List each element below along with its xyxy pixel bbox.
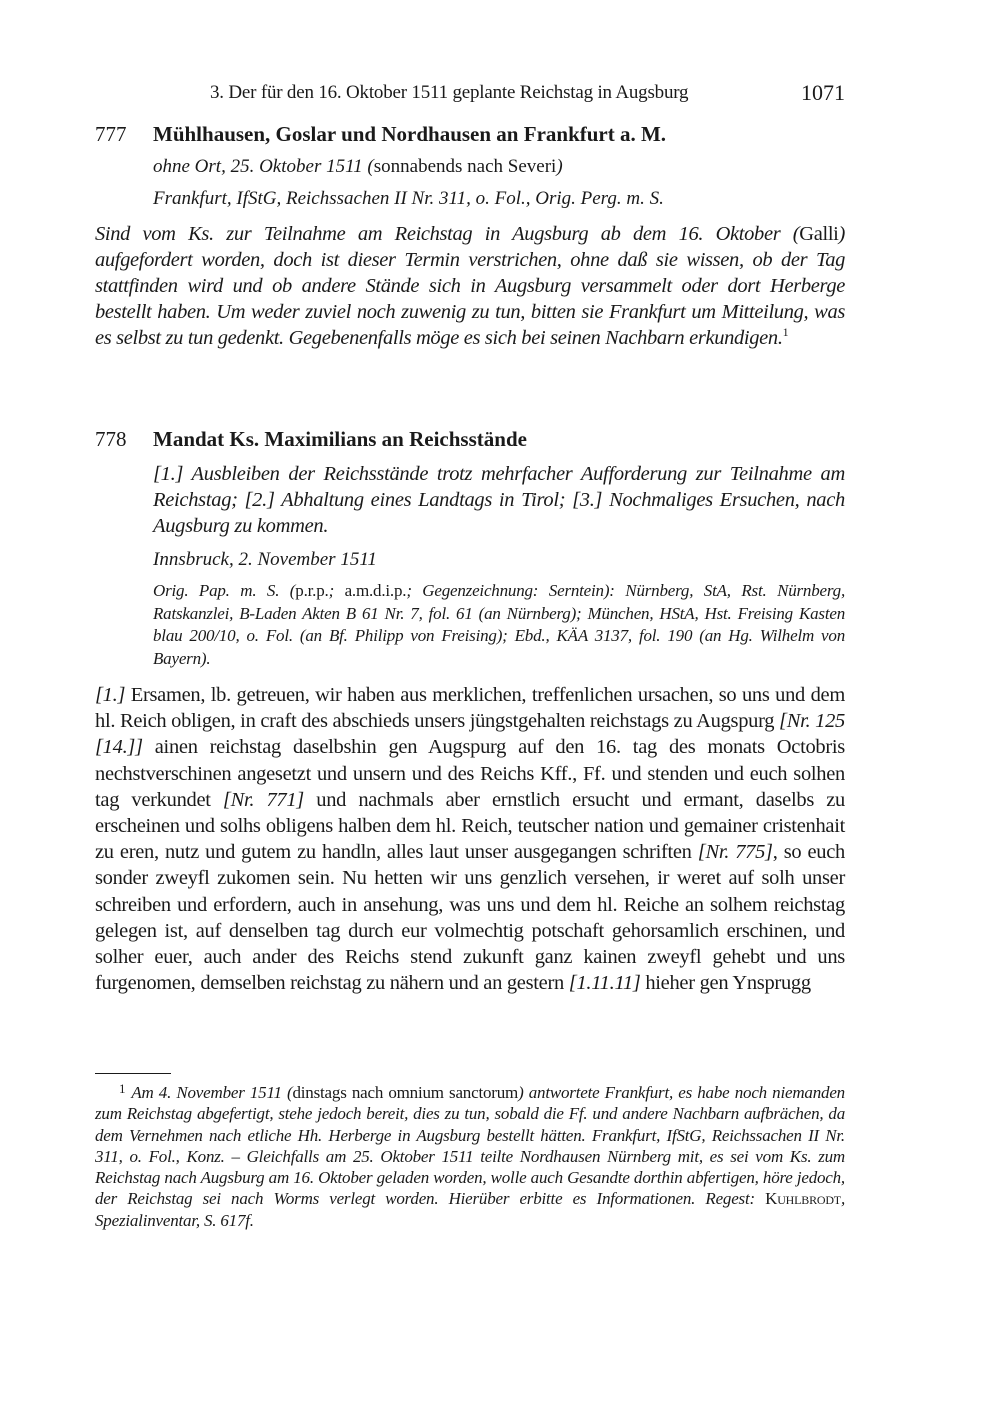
footnote-1: $^1$ Am 4. November 1511 (dinstags nach omnium sanctorum) antwortete Frankfurt, es habe noch niemanden zum Reichstag abgefertigt, stehe jedoch bereit, dies zu tun, sobald die Ff. und andere Nachbarn aufbrächen, da dem Vernehmen nach etliche Hh. Herberge in Augsburg bestellt hätten. Frankfurt, IfStG, Reichssachen II Nr. 311, o. Fol., Konz. – Gleichfalls am 25. Oktober 1511 teilte Nordhausen Nürnberg mit, es sei vom Ks. zum Reichstag nach Augsburg am 16. Oktober geladen worden, wolle auch Gesandte dorthin abfertigen, höre jedoch, der Reichstag sei nach Worms verlegt worden. Hierüber erbitte es Informationen. Regest: Kuhlbrodt, Spezialinventar, S. 617f. <box>95 1081 845 1230</box>
doc-777-source: Frankfurt, IfStG, Reichssachen II Nr. 311, o. Fol., Orig. Perg. m. S. <box>153 188 664 209</box>
footnote-mark: 1 <box>119 1081 126 1096</box>
page-number: 1071 <box>801 80 845 105</box>
author-name: Kuhlbrodt <box>765 1189 841 1209</box>
doc-title: Mandat Ks. Maximilians an Reichsstände <box>153 427 527 451</box>
running-head <box>95 80 845 106</box>
cross-reference[interactable]: [Nr. 771] <box>222 788 304 811</box>
doc-777-date: ohne Ort, 25. Oktober 1511 (sonnabends nach Severi) <box>153 156 563 177</box>
footnote-divider <box>95 1073 171 1074</box>
date-reference: [1.11.11] <box>568 972 641 995</box>
doc-number: 777 <box>95 122 127 146</box>
doc-number: 778 <box>95 427 127 451</box>
footnote-reference[interactable]: 1 <box>782 325 789 339</box>
doc-778-sources: Orig. Pap. m. S. (p.r.p.; a.m.d.i.p.; Gegenzeichnung: Serntein): Nürnberg, StA, Rst. Nürnberg, Ratskanzlei, B-Laden Akten B 61 Nr. 7, fol. 61 (an Nürnberg); München, HStA, Hst. Freising Kasten blau 200/10, o. Fol. (an Bf. Philipp von Freising); Ebd., KÄA 3137, fol. 190 (an Hg. Wilhelm von Bayern). <box>153 581 846 668</box>
doc-778-abstract: [1.] Ausbleiben der Reichsstände trotz mehrfacher Aufforderung zur Teilnahme am Reichstag; [2.] Abhaltung eines Landtags in Tirol; [3.] Nochmaliges Ersuchen, nach Augsburg zu kommen. <box>153 463 845 537</box>
cross-reference[interactable]: [Nr. 125 [14.]] <box>95 710 846 759</box>
doc-777-summary: Sind vom Ks. zur Teilnahme am Reichstag in Augsburg ab dem 16. Oktober (Galli) aufgefordert worden, doch ist dieser Termin verstrichen, ohne daß sie wissen, ob der Tag stattfinden wird und ob andere Stände sich in Augsburg versammelt oder dort Herberge bestellt haben. Um weder zuviel noch zuwenig zu tun, bitten sie Frankfurt um Mitteilung, was es selbst zu tun gedenkt. Gegebenenfalls möge es sich bei seinen Nachbarn erkundigen.$^1$ <box>95 223 845 349</box>
paragraph-marker: [1.] <box>95 684 126 706</box>
doc-title: Mühlhausen, Goslar und Nordhausen an Frankfurt a. M. <box>153 122 667 146</box>
doc-778-body: [1.] Ersamen, lb. getreuen, wir haben aus merklichen, treffenlichen ursachen, so uns und dem hl. Reich obligen, in craft des abschieds unsers jüngstgehalten reichstags zu Augspurg [Nr. 125 [14.]] ainen reichstag daselbshin gen Augspurg auf den 16. tag des monats Octobris nechstverschinen angesetzt und unsern und des Reichs Kff., Ff. und stenden und euch solhen tag verkundet [Nr. 771] und nachmals aber ernstlich ersucht und ermant, daselbs zu erscheinen und solhs obligens halben dem hl. Reich, teutscher nation und gemainer cristenhait zu eren, nutz und gutem zu handln, alles laut unser ausgegangen schriften [Nr. 775], so euch sonder zweyfl zukomen sein. Nu hetten wir uns genzlich versehen, ir weret auf solh unser schreiben und erfordern, auch in ansehung, was uns und dem hl. Reiche an solhem reichstag gelegen ist, auf denselben tag durch eur volmechtig potschaft gehorsamlich erschinen, und solher euer, auch ander des Reichs stend zukunft ganz kainen zweyfl gehebt und uns furgenomen, demselben reichstag zu nähern und an gestern [1.11.11] hieher gen Ynsprugg <box>95 684 846 995</box>
doc-778-place-date: Innsbruck, 2. November 1511 <box>153 549 377 570</box>
running-title: 3. Der für den 16. Oktober 1511 geplante Reichstag in Augsburg <box>210 82 689 103</box>
cross-reference[interactable]: [Nr. 775] <box>697 841 773 864</box>
